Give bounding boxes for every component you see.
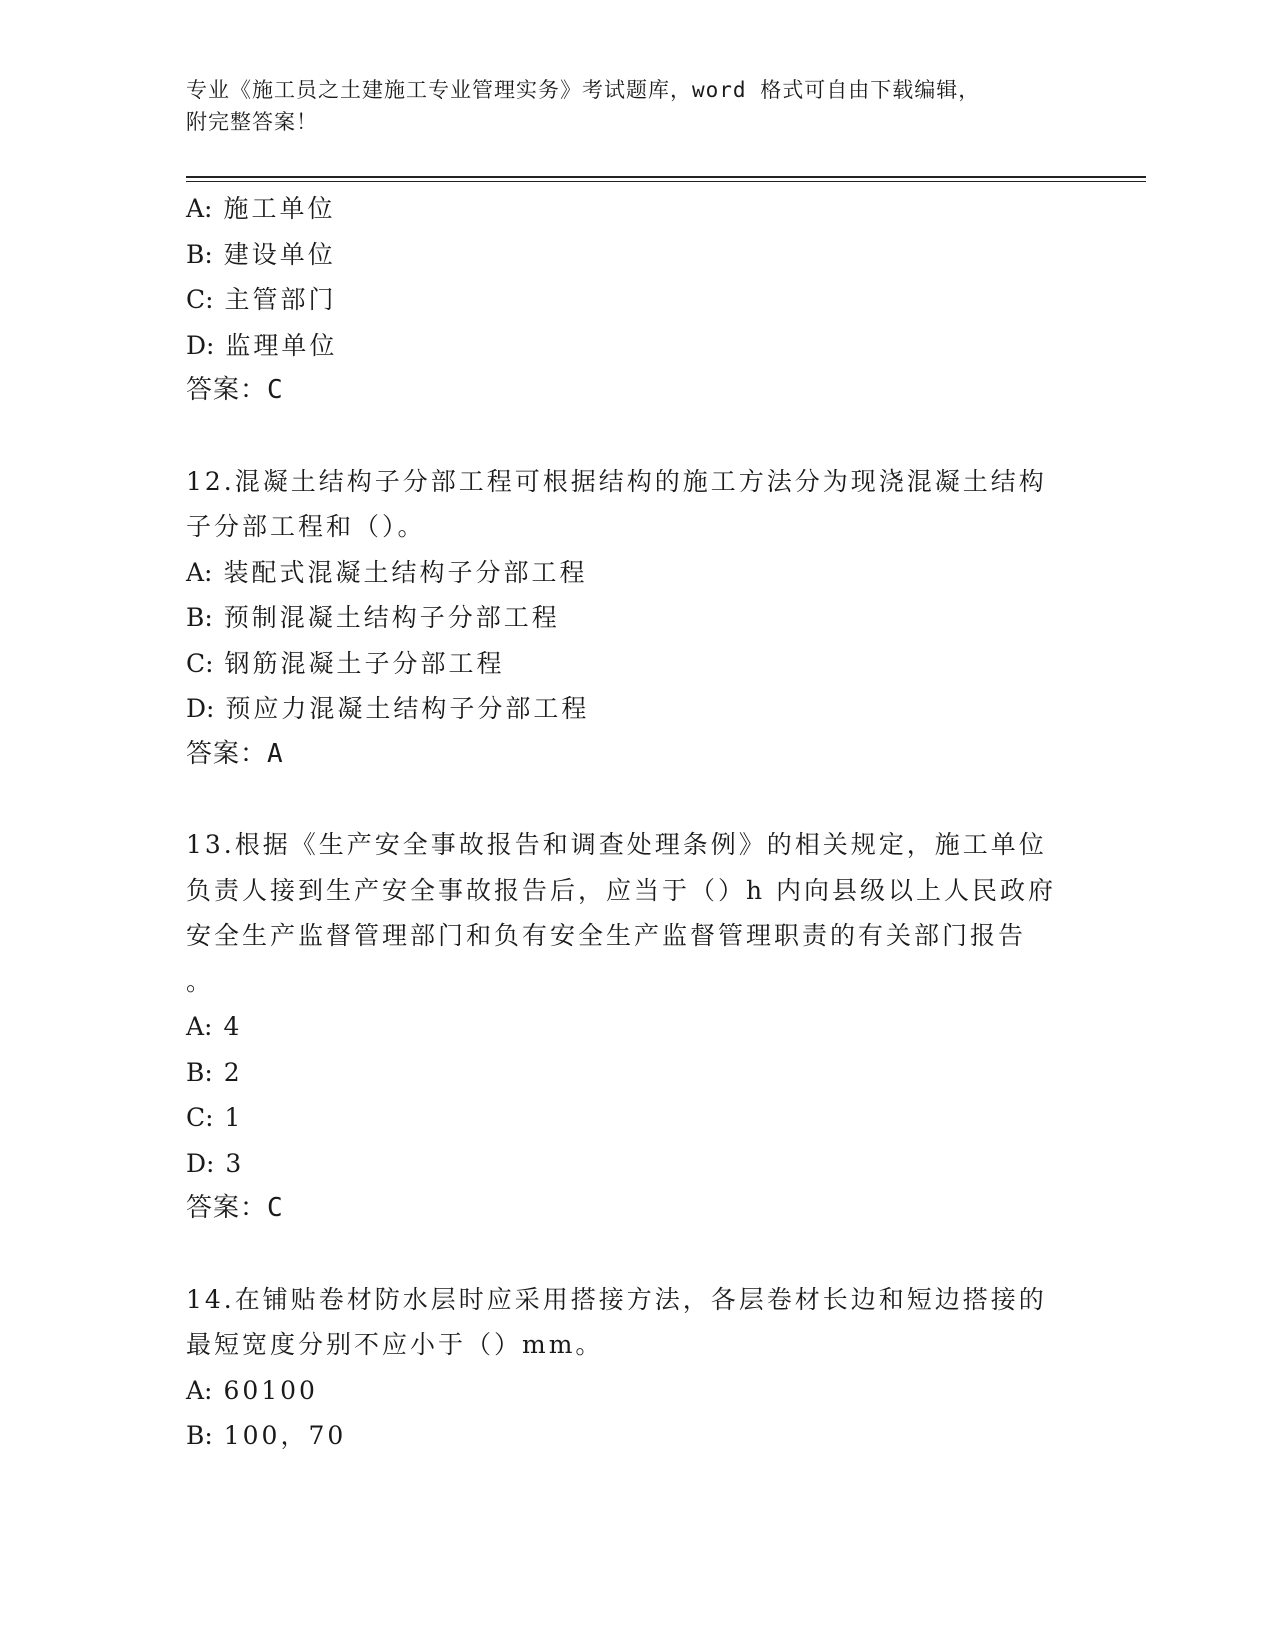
option-d	[186, 1141, 1086, 1187]
question-14	[186, 1277, 1086, 1459]
option-c	[186, 277, 1086, 323]
answer-value: C	[267, 1193, 284, 1223]
question-11	[186, 186, 1086, 414]
option-key: A:	[186, 194, 213, 223]
option-b	[186, 232, 1086, 278]
answer-value: C	[267, 375, 284, 405]
option-key: B:	[186, 239, 213, 269]
option-text: 预应力混凝土结构子分部工程	[225, 694, 590, 723]
answer-label: 答案：	[186, 375, 268, 405]
option-d	[186, 323, 1086, 369]
answer-line	[186, 732, 1086, 778]
question-list	[186, 186, 1086, 1459]
option-text: 监理单位	[225, 330, 338, 360]
option-text: 4	[223, 1012, 243, 1041]
option-text: 100，70	[223, 1421, 347, 1450]
header-rule-thick	[186, 176, 1146, 178]
option-key: A:	[186, 557, 213, 587]
option-b	[186, 595, 1086, 641]
option-c	[186, 641, 1086, 687]
option-text: 主管部门	[224, 285, 337, 314]
answer-label: 答案：	[186, 738, 268, 769]
option-key: D:	[186, 694, 215, 723]
option-text: 施工单位	[223, 194, 336, 223]
option-text: 60100	[223, 1375, 318, 1405]
option-key: A:	[186, 1012, 213, 1041]
option-text: 2	[223, 1057, 243, 1087]
option-a	[186, 1004, 1086, 1050]
option-key: D:	[186, 1148, 215, 1178]
option-d	[186, 686, 1086, 732]
option-a	[186, 1368, 1086, 1414]
header-rule-thin	[186, 181, 1146, 182]
option-key: B:	[186, 603, 213, 632]
question-stem-line: 子分部工程和（）。	[186, 512, 426, 541]
question-stem-line: 最短宽度分别不应小于（）mm。	[186, 1330, 604, 1359]
option-a	[186, 186, 1086, 232]
option-key: B:	[186, 1421, 213, 1450]
option-text: 建设单位	[223, 239, 336, 269]
header-line-2: 附完整答案！	[186, 110, 318, 134]
option-key: D:	[186, 330, 215, 360]
answer-label: 答案：	[186, 1193, 268, 1223]
answer-line	[186, 368, 1086, 414]
option-b	[186, 1413, 1086, 1459]
option-key: C:	[186, 1103, 214, 1132]
option-text: 1	[224, 1103, 244, 1132]
question-stem-line: 13.根据《生产安全事故报告和调查处理条例》的相关规定，施工单位	[186, 830, 1047, 859]
option-key: B:	[186, 1057, 213, 1087]
option-key: A:	[186, 1375, 213, 1405]
question-12	[186, 459, 1086, 778]
question-stem-line: 12.混凝土结构子分部工程可根据结构的施工方法分为现浇混凝土结构	[186, 466, 1047, 496]
question-stem-line: 安全生产监督管理部门和负有安全生产监督管理职责的有关部门报告	[186, 921, 1027, 950]
option-c	[186, 1095, 1086, 1141]
question-stem-line: 负责人接到生产安全事故报告后，应当于（）h 内向县级以上人民政府	[186, 875, 1057, 905]
question-13	[186, 822, 1086, 1232]
option-text: 预制混凝土结构子分部工程	[223, 603, 560, 632]
option-text: 装配式混凝土结构子分部工程	[223, 557, 588, 587]
question-stem-line: 。	[186, 966, 215, 996]
option-b	[186, 1050, 1086, 1096]
option-text: 钢筋混凝土子分部工程	[224, 648, 505, 678]
option-key: C:	[186, 285, 214, 314]
option-key: C:	[186, 648, 214, 678]
option-text: 3	[225, 1148, 245, 1178]
answer-line	[186, 1186, 1086, 1232]
header-line-1: 专业《施工员之土建施工专业管理实务》考试题库，word 格式可自由下载编辑，	[186, 78, 981, 102]
question-stem-line: 14.在铺贴卷材防水层时应采用搭接方法，各层卷材长边和短边搭接的	[186, 1284, 1047, 1314]
document-header	[186, 74, 1066, 138]
option-a	[186, 550, 1086, 596]
answer-value: A	[267, 738, 284, 769]
